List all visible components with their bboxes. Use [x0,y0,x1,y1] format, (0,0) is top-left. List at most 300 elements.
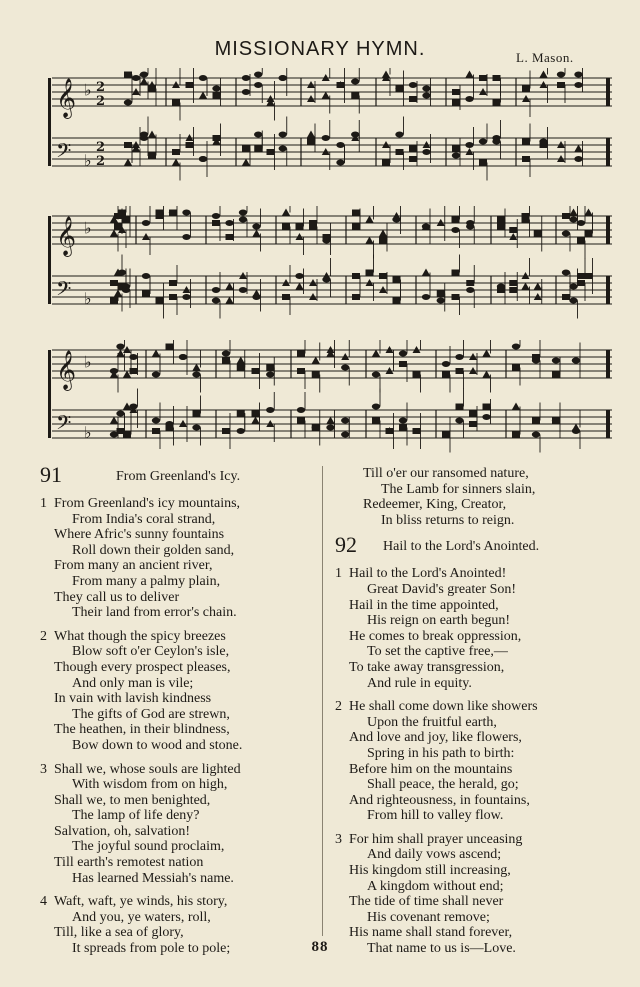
verse-line: Hail in the time appointed, [349,597,499,613]
verse-line: To take away transgression, [349,659,505,675]
hymn-92-header [335,532,635,562]
note-head [509,227,517,233]
note-head [192,372,200,378]
note-head [297,368,305,374]
verse-line: 1 Hail to the Lord's Anointed! [335,566,507,582]
note-head [422,224,430,230]
note-head [252,417,260,424]
note-head [422,269,430,276]
note-head [382,160,390,166]
note-head [452,146,460,152]
note-head [379,286,387,293]
note-head [322,92,330,99]
note-head [522,139,530,145]
note-head [253,290,261,297]
note-head [497,284,505,290]
note-head [110,298,118,304]
stanza-number: 3 [335,831,342,847]
stanza-number: 1 [335,566,342,582]
note-head [372,372,380,378]
note-head [483,371,491,378]
stanza-number: 1 [40,496,47,511]
note-head [142,291,150,297]
stanza [40,762,325,887]
verse-line: That name to us is—Love. [367,941,516,957]
note-head [239,210,247,216]
verse-line: Has learned Messiah's name. [72,870,234,886]
note-head [142,220,150,226]
verse-line: From many a palmy plain, [72,573,221,589]
note-head [199,92,207,99]
note-head [577,220,585,226]
page-number: 88 [311,939,329,955]
note-head [382,141,390,148]
note-head [479,139,487,145]
stanza-number: 4 [40,894,47,910]
note-head [279,132,287,138]
note-head [172,100,180,106]
note-head [557,155,565,162]
note-head [584,273,592,279]
note-head [351,132,359,138]
flat-icon: ♭ [84,80,92,100]
note-head [483,350,491,357]
note-head [282,294,290,300]
note-head [337,82,345,88]
note-head [341,418,349,424]
note-head [183,286,191,293]
note-head [509,287,517,293]
note-head [212,213,220,219]
flat-icon: ♭ [84,151,92,170]
note-head [252,368,260,374]
treble-clef-icon: 𝄞 [56,216,77,256]
note-head [540,81,548,88]
note-head [252,411,260,417]
note-head [118,210,126,216]
verse-line: Shall peace, the herald, go; [367,777,519,793]
note-head [193,364,201,371]
note-head [562,213,570,219]
note-head [182,294,190,300]
verse-line: It spreads from pole to pole; [72,941,231,957]
verse-line: 1 From Greenland's icy mountains, [40,496,241,511]
note-head [297,418,305,424]
note-head [569,217,577,223]
hymn-number: 91 [40,462,62,487]
note-head [437,291,445,297]
note-head [423,141,431,148]
note-head [140,78,148,85]
note-head [254,132,262,138]
note-head [532,418,540,424]
note-head [186,134,194,141]
note-head [156,298,164,304]
verse-line: Their land from error's chain. [72,605,237,621]
time-signature: 2 [96,140,106,155]
note-head [456,368,464,374]
note-head [148,153,156,159]
note-head [585,209,593,216]
note-head [225,220,233,226]
note-head [295,273,303,279]
note-head [124,100,132,106]
note-head [266,407,274,413]
note-head [226,234,234,240]
stanza-number: 3 [40,761,47,777]
note-head [341,353,349,360]
note-head [239,272,247,279]
note-head [562,294,570,300]
note-head [366,216,374,223]
hymn-tune-title: MISSIONARY HYMN. [214,38,426,60]
note-head [409,82,417,88]
stanza [335,832,635,957]
note-head [237,428,245,434]
verse-line: The tide of time shall never [349,894,504,910]
note-head [352,273,360,279]
note-head [242,75,250,81]
verse-line: Blow soft o'er Ceylon's isle, [72,644,230,660]
note-head [212,287,220,293]
verse-line: Shall we, to men benighted, [54,792,211,808]
note-head [226,283,234,290]
note-head [192,425,200,431]
flat-icon: ♭ [84,423,92,442]
note-head [222,358,230,364]
note-head [509,280,517,286]
note-head [186,142,194,148]
note-head [437,298,445,304]
note-head [327,417,335,424]
note-head [413,372,421,378]
note-head [386,367,394,374]
note-head [509,233,517,240]
note-head [585,231,593,237]
note-head [226,297,234,304]
note-head [574,82,582,88]
note-head [422,86,430,92]
note-head [466,224,474,230]
note-head [212,298,220,304]
verse-line: Upon the fruitful earth, [367,714,497,730]
note-head [185,82,193,88]
note-head [452,270,460,276]
verse-line: His reign on earth begun! [367,613,511,629]
note-head [442,432,450,438]
note-head [266,420,274,427]
note-head [483,404,491,410]
note-head [351,93,359,99]
hymn-91 [40,462,325,965]
note-head [296,224,304,230]
note-head [479,160,487,166]
note-head [512,432,520,438]
verse-line: The joyful sound proclaim, [72,839,225,855]
note-head [469,421,477,427]
note-head [442,372,450,378]
verse-line: From hill to valley flow. [367,808,504,824]
note-head [570,209,578,216]
note-head [386,346,394,353]
music-system-2 [46,206,614,330]
note-head [110,417,118,424]
note-head [465,142,473,148]
note-head [452,100,460,106]
note-head [386,428,394,434]
note-head [552,358,560,364]
note-head [312,425,320,431]
verse-line: 4 Waft, waft, ye winds, his story, [40,894,228,910]
note-head [322,148,330,155]
note-head [156,210,164,216]
note-head [282,279,290,286]
note-head [399,351,407,357]
note-head [129,354,137,360]
note-head [455,354,463,360]
note-head [116,411,124,417]
note-head [341,365,349,371]
verse-line: Though every prospect pleases, [54,659,231,675]
note-head [309,279,317,286]
note-head [452,153,460,159]
note-head [366,270,374,276]
note-head [493,100,501,106]
note-head [522,272,530,279]
note-head [212,220,220,226]
flat-icon: ♭ [84,352,92,372]
verse-line: Before him on the mountains [349,761,513,777]
note-head [336,160,344,166]
note-head [379,230,387,237]
verse-line: And you, ye waters, roll, [72,909,211,925]
note-head [212,86,220,92]
note-head [522,156,530,162]
note-head [451,227,459,233]
svg-text:2: 2 [96,154,106,169]
verse-line: The Lamb for sinners slain, [381,481,536,497]
note-head [466,287,474,293]
note-head [572,428,580,434]
note-head [132,88,140,95]
note-head [213,93,221,99]
verse-line: Roll down their golden sand, [72,542,235,558]
bass-clef-icon: 𝄢 [56,277,72,305]
note-head [577,273,585,279]
note-head [122,287,130,293]
note-head [399,425,407,431]
note-head [577,280,585,286]
note-head [266,149,274,155]
verse-line: To set the captive free,— [367,644,508,660]
note-head [322,74,330,81]
note-head [466,148,474,155]
verse-line: And only man is vile; [72,675,194,691]
note-head [412,428,420,434]
note-head [422,93,430,99]
hymn-title: From Greenland's Icy. [116,469,241,484]
verse-line: From many an ancient river, [54,558,213,574]
note-head [557,82,565,88]
note-head [323,234,331,240]
note-head [497,224,505,230]
note-head [132,75,140,81]
verse-line: And righteousness, in fountains, [349,792,530,808]
note-head [172,149,180,155]
note-head [322,277,330,283]
note-head [469,367,477,374]
note-head [254,82,262,88]
note-head [142,233,150,240]
note-head [466,71,474,78]
note-head [534,283,542,290]
system-bracket [48,350,51,438]
note-head [266,365,274,371]
note-head [574,156,582,162]
note-head [118,270,126,276]
note-head [307,95,315,102]
note-head [409,96,417,102]
note-head [352,294,360,300]
note-head [562,231,570,237]
note-head [409,146,417,152]
note-head [552,372,560,378]
note-head [326,425,334,431]
note-head [116,344,124,350]
note-head [372,404,380,410]
note-head [469,411,477,417]
note-head [124,72,132,78]
note-head [497,217,505,223]
note-head [336,142,344,148]
note-head [297,351,305,357]
note-head [512,403,520,410]
verse-line: Bow down to wood and stone. [72,737,243,753]
note-head [540,71,548,78]
verse-line: In vain with lavish kindness [54,691,212,707]
note-head [469,353,477,360]
note-head [123,432,131,438]
note-head [569,284,577,290]
note-head [479,88,487,95]
note-head [279,146,287,152]
note-head [479,75,487,81]
stanza-number: 2 [40,628,47,644]
note-head [312,357,320,364]
bass-clef-icon: 𝄢 [56,139,72,167]
note-head [222,428,230,434]
note-head [396,86,404,92]
hymn-title: Hail to the Lord's Anointed. [383,539,540,555]
note-head [409,156,417,162]
note-head [148,131,156,138]
note-head [152,418,160,424]
note-head [569,298,577,304]
note-head [522,283,530,290]
note-head [512,365,520,371]
note-head [352,210,360,216]
note-head [242,89,250,95]
note-head [307,131,315,138]
note-head [242,146,250,152]
note-head [395,132,403,138]
note-head [252,224,260,230]
note-head [413,346,421,353]
note-head [266,372,274,378]
note-head [393,277,401,283]
note-head [512,344,520,350]
note-head [577,238,585,244]
note-head [169,280,177,286]
note-head [422,149,430,155]
note-head [399,361,407,367]
note-head [199,156,207,162]
note-head [455,418,463,424]
hymn-91-continuation [335,466,635,528]
note-head [172,81,180,88]
note-head [114,290,122,297]
note-head [222,351,230,357]
hymn-91-header [40,462,325,492]
note-head [140,135,148,141]
note-head [492,139,500,145]
note-head [532,432,540,438]
note-head [307,81,315,88]
bass-clef-icon: 𝄢 [56,411,72,439]
verse-line: 3 Shall we, whose souls are lighted [40,761,241,777]
system-bracket [48,216,51,304]
note-head [352,224,360,230]
note-head [282,209,290,216]
note-head [166,344,174,350]
note-head [393,298,401,304]
verse-line: They call us to deliver [54,589,180,605]
verse-line: And rule in equity. [367,675,472,691]
stanza-number: 2 [335,699,342,715]
stanza [335,566,635,691]
note-head [482,414,490,420]
stanza [335,699,635,824]
system-bracket [48,78,51,166]
note-head [193,411,201,417]
verse-line: And love and joy, like flowers, [349,730,522,746]
note-head [327,346,335,353]
note-head [254,146,262,152]
note-head [574,72,582,78]
note-head [466,280,474,286]
note-head [309,224,317,230]
note-head [124,159,132,166]
note-head [372,418,380,424]
note-head [182,234,190,240]
verse-line: Till o'er our ransomed nature, [363,466,529,481]
treble-clef-icon: 𝄞 [56,350,77,390]
note-head [297,407,305,413]
verse-line: 3 For him shall prayer unceasing [335,831,523,847]
note-head [182,210,190,216]
note-head [452,294,460,300]
note-head [522,217,530,223]
verse-line: His name shall stand forever, [349,925,513,941]
note-head [557,141,565,148]
note-head [366,237,374,244]
note-head [148,86,156,92]
note-head [393,212,401,219]
note-head [110,230,118,237]
svg-text:2: 2 [96,94,106,109]
note-head [465,96,473,102]
verse-line: Redeemer, King, Creator, [363,497,507,513]
